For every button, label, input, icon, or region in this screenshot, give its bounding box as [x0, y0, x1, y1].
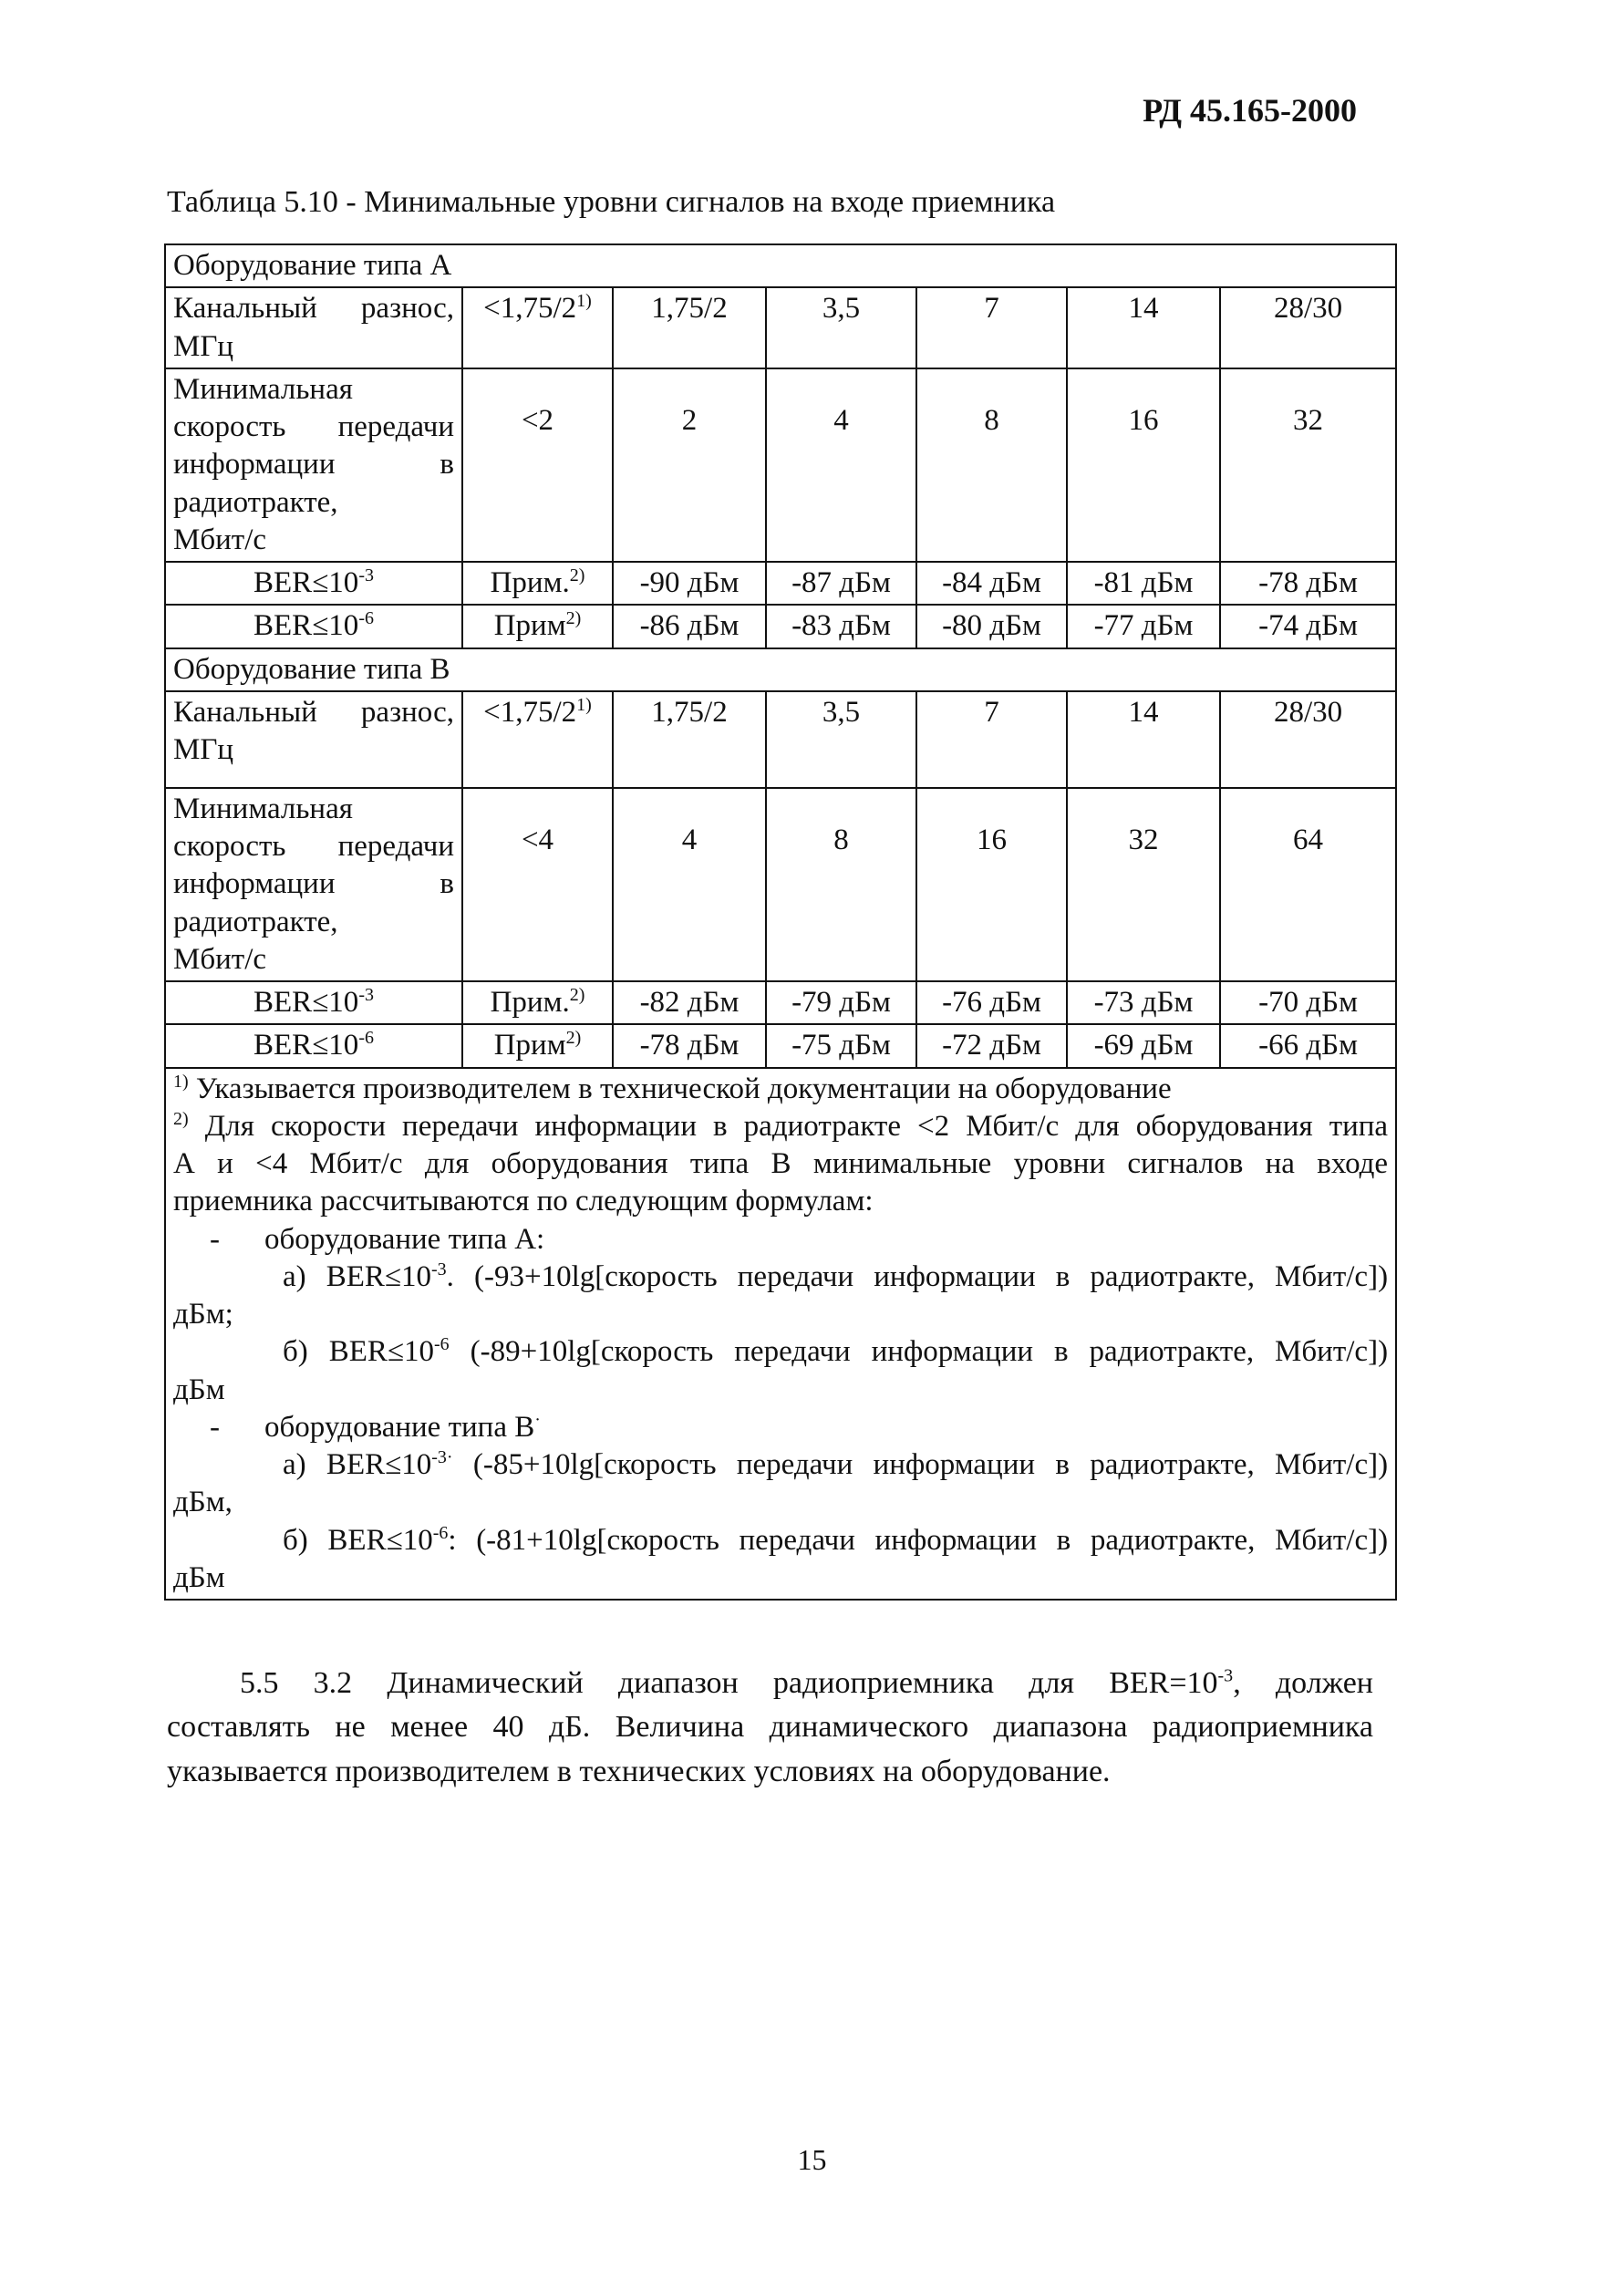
- channel-spacing-value: $<1,75/2^{1)}$: [462, 287, 613, 368]
- channel-spacing-label: Канальный разнос, МГц: [165, 691, 462, 788]
- channel-spacing-value: 7: [916, 287, 1067, 368]
- formula-b-2: б) $BER\le 10^{-6}$: (-81+10lg[скорость передачи информации в радиотракте, Мбит/с]): [283, 1522, 1389, 1557]
- ber-note: Прим$^{2)}$: [462, 1024, 613, 1067]
- min-rate-value: 8: [916, 368, 1067, 562]
- ber-label: $BER\le 10^{-3}$: [165, 981, 462, 1024]
- table-caption: Таблица 5.10 - Минимальные уровни сигналов на входе приемника: [167, 185, 1056, 219]
- channel-spacing-value: 7: [916, 691, 1067, 788]
- channel-spacing-value: 28/30: [1220, 287, 1396, 368]
- formula-b-1: а) $BER\le 10^{-3\cdot}$ (-85+10lg[скорость передачи информации в радиотракте, Мбит/с]): [283, 1447, 1389, 1481]
- ber-value: -86 дБм: [613, 605, 766, 648]
- equipment-type-title: Оборудование типа А: [165, 244, 1396, 287]
- paragraph-first-line: 5.5 3.2 Динамический диапазон радиоприемника для $BER=10^{-3}$, должен: [240, 1665, 1373, 1700]
- min-rate-value: 2: [613, 368, 766, 562]
- ber-value: -72 дБм: [916, 1024, 1067, 1067]
- note-1: $^{1)}$ Указывается производителем в технической документации на оборудование: [173, 1071, 1172, 1105]
- ber-label: $BER\le 10^{-3}$: [165, 562, 462, 605]
- ber-note: Прим.$^{2)}$: [462, 562, 613, 605]
- ber-value: -83 дБм: [766, 605, 916, 648]
- min-rate-value: 64: [1220, 788, 1396, 981]
- min-rate-value: 32: [1220, 368, 1396, 562]
- ber-value: -77 дБм: [1067, 605, 1220, 648]
- type-b-item: - оборудование типа В·: [210, 1409, 541, 1444]
- note-2-line-3: приемника рассчитываются по следующим формулам:: [173, 1185, 874, 1218]
- ber-note: Прим.$^{2)}$: [462, 981, 613, 1024]
- channel-spacing-value: 1,75/2: [613, 287, 766, 368]
- ber-value: -69 дБм: [1067, 1024, 1220, 1067]
- min-rate-label: [165, 368, 462, 562]
- ber-row: [165, 981, 1396, 1024]
- channel-spacing-value: 28/30: [1220, 691, 1396, 788]
- min-rate-label-line: Мбит/с: [173, 523, 267, 556]
- ber-note: Прим$^{2)}$: [462, 605, 613, 648]
- min-rate-value: 16: [916, 788, 1067, 981]
- equipment-type-title: Оборудование типа В: [165, 648, 1396, 691]
- channel-spacing-row: [165, 691, 1396, 788]
- channel-spacing-value: 14: [1067, 287, 1220, 368]
- min-rate-label-line: Минимальная: [173, 372, 353, 406]
- ber-value: -79 дБм: [766, 981, 916, 1024]
- channel-spacing-value: 3,5: [766, 287, 916, 368]
- ber-value: -84 дБм: [916, 562, 1067, 605]
- ber-value: -70 дБм: [1220, 981, 1396, 1024]
- group-header-row: [165, 244, 1396, 287]
- ber-value: -74 дБм: [1220, 605, 1396, 648]
- ber-value: -87 дБм: [766, 562, 916, 605]
- min-rate-value: 4: [766, 368, 916, 562]
- notes-row: [165, 1068, 1396, 1601]
- min-rate-label: [165, 788, 462, 981]
- page-number: 15: [797, 2143, 827, 2176]
- min-rate-row: [165, 368, 1396, 562]
- min-rate-value: 32: [1067, 788, 1220, 981]
- ber-value: -73 дБм: [1067, 981, 1220, 1024]
- document-code: РД 45.165-2000: [1143, 92, 1357, 129]
- formula-a-1: а) $BER\le 10^{-3}$. (-93+10lg[скорость передачи информации в радиотракте, Мбит/с]): [283, 1259, 1389, 1293]
- formula-a-2-unit: дБм: [173, 1373, 225, 1406]
- formula-a-1-unit: дБм;: [173, 1298, 233, 1331]
- min-rate-label-line: радиотракте,: [173, 905, 338, 938]
- channel-spacing-label: Канальный разнос, МГц: [165, 287, 462, 368]
- channel-spacing-row: [165, 287, 1396, 368]
- ber-value: -78 дБм: [613, 1024, 766, 1067]
- table-notes: [165, 1068, 1396, 1601]
- section-paragraph: [167, 1662, 1373, 1794]
- ber-row: [165, 605, 1396, 648]
- ber-value: -66 дБм: [1220, 1024, 1396, 1067]
- channel-spacing-value: $<1,75/2^{1)}$: [462, 691, 613, 788]
- ber-value: -75 дБм: [766, 1024, 916, 1067]
- channel-spacing-value: 1,75/2: [613, 691, 766, 788]
- ber-label: $BER\le 10^{-6}$: [165, 1024, 462, 1067]
- channel-spacing-value: 14: [1067, 691, 1220, 788]
- min-rate-label-line: Мбит/с: [173, 942, 267, 976]
- min-rate-value: 4: [613, 788, 766, 981]
- min-rate-label-line: информации в: [173, 867, 454, 901]
- type-a-item: - оборудование типа А:: [210, 1222, 545, 1256]
- ber-value: -81 дБм: [1067, 562, 1220, 605]
- formula-b-2-unit: дБм: [173, 1560, 225, 1594]
- min-rate-value: 16: [1067, 368, 1220, 562]
- min-rate-row: [165, 788, 1396, 981]
- min-rate-label-line: скорость передачи: [173, 410, 454, 443]
- ber-value: -80 дБм: [916, 605, 1067, 648]
- ber-value: -78 дБм: [1220, 562, 1396, 605]
- group-header-row: [165, 648, 1396, 691]
- min-rate-value: <2: [462, 368, 613, 562]
- min-rate-value: 8: [766, 788, 916, 981]
- ber-value: -82 дБм: [613, 981, 766, 1024]
- ber-row: [165, 562, 1396, 605]
- min-rate-label-line: Минимальная: [173, 792, 353, 825]
- formula-a-2: б) $BER\le 10^{-6}$ (-89+10lg[скорость передачи информации в радиотракте, Мбит/с]): [283, 1334, 1389, 1369]
- formula-b-1-unit: дБм,: [173, 1486, 233, 1519]
- note-2-line-1: $^{2)}$ Для скорости передачи информации в радиотракте <2 Мбит/с для оборудования типа: [173, 1108, 1389, 1143]
- min-rate-value: <4: [462, 788, 613, 981]
- signal-levels-table: [164, 243, 1397, 1601]
- ber-row: [165, 1024, 1396, 1067]
- min-rate-label-line: скорость передачи: [173, 830, 454, 863]
- paragraph-body: составлять не менее 40 дБ. Величина динамического диапазона радиоприемника указывается производителем в технических условиях на оборудование.: [167, 1710, 1373, 1788]
- channel-spacing-value: 3,5: [766, 691, 916, 788]
- ber-value: -76 дБм: [916, 981, 1067, 1024]
- min-rate-label-line: информации в: [173, 448, 454, 482]
- note-2-line-2: А и <4 Мбит/с для оборудования типа В минимальные уровни сигналов на входе: [173, 1147, 1389, 1180]
- ber-value: -90 дБм: [613, 562, 766, 605]
- min-rate-label-line: радиотракте,: [173, 485, 338, 519]
- ber-label: $BER\le 10^{-6}$: [165, 605, 462, 648]
